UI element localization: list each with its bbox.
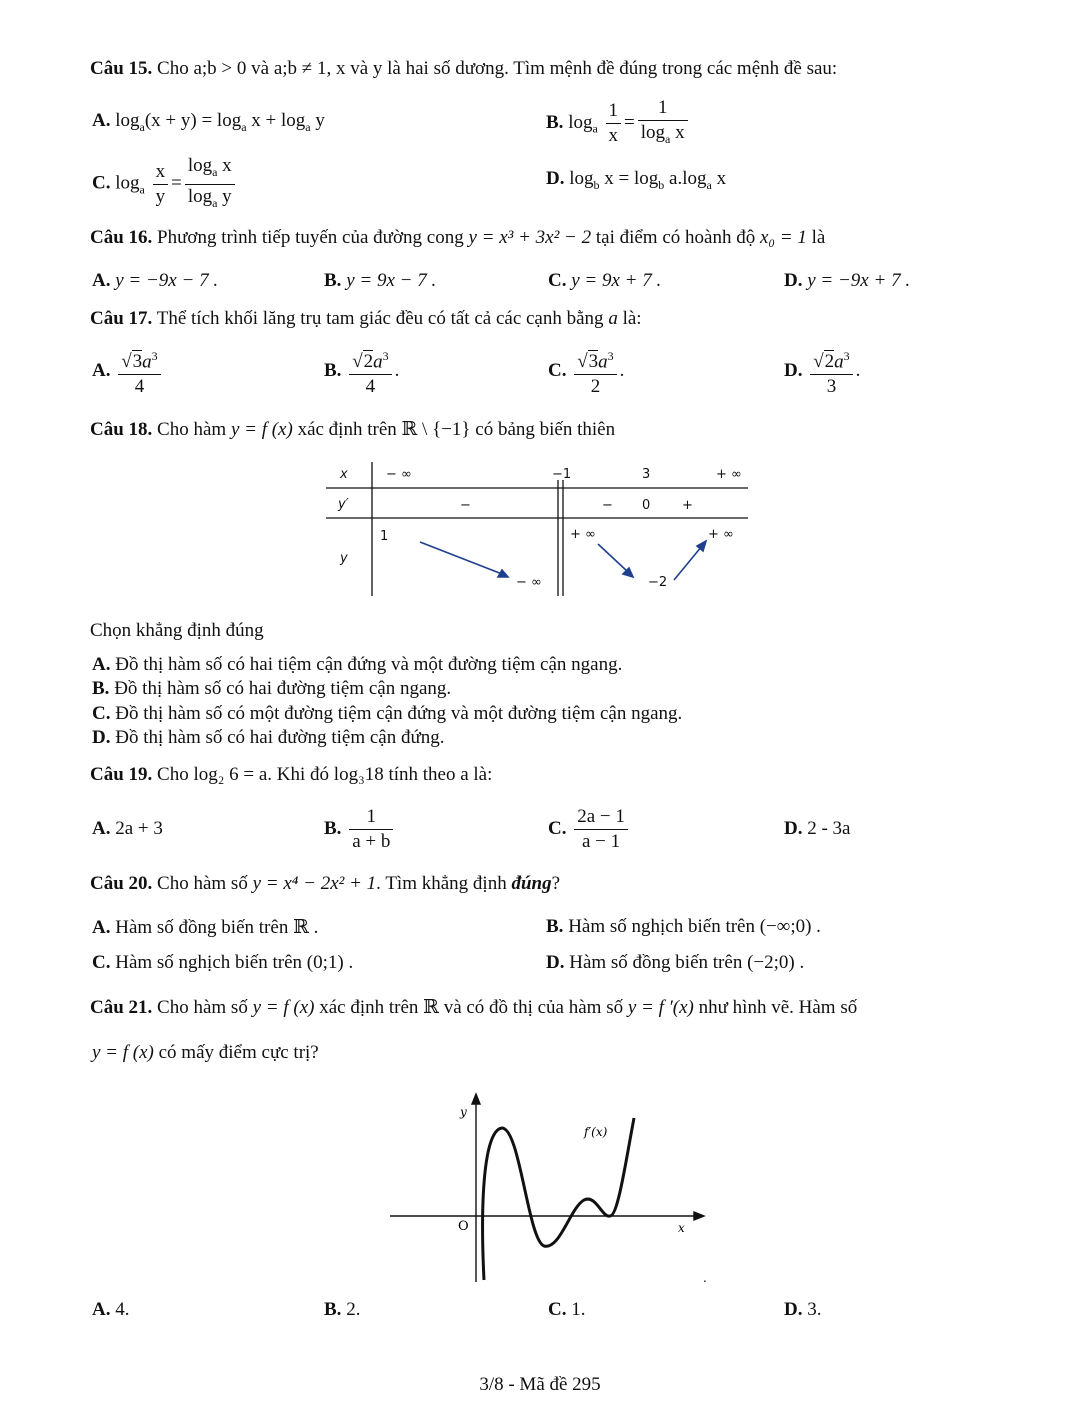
log-base: a bbox=[241, 119, 247, 134]
q21-derivative: y = f ′(x) bbox=[627, 997, 694, 1018]
expr-text: x bbox=[217, 155, 232, 176]
graph-dot: . bbox=[703, 1271, 707, 1285]
option-text: Hàm số đồng biến trên ℝ . bbox=[115, 917, 319, 938]
option-label: B. bbox=[92, 678, 110, 699]
option-value: y = 9x + 7 . bbox=[571, 270, 662, 291]
option-label: A. bbox=[92, 917, 111, 938]
fraction bbox=[574, 344, 616, 399]
page-footer: 3/8 - Mã đề 295 bbox=[479, 1374, 601, 1395]
fraction bbox=[118, 344, 160, 399]
log-base: a bbox=[212, 195, 218, 210]
sqrt-sign: √3 bbox=[121, 351, 143, 373]
denominator: x bbox=[608, 124, 619, 146]
y-value: − ∞ bbox=[516, 575, 542, 590]
radicand: 3 bbox=[588, 351, 599, 373]
q20-option-c[interactable] bbox=[92, 952, 353, 974]
q21-func: y = f (x) bbox=[92, 1042, 154, 1063]
q16-option-b[interactable] bbox=[324, 270, 436, 292]
q21-text: Cho hàm số bbox=[157, 997, 248, 1018]
option-value: 3. bbox=[807, 1299, 822, 1320]
option-label: B. bbox=[324, 817, 342, 839]
q18-text: Cho hàm bbox=[157, 419, 227, 440]
table-y-label: y bbox=[340, 551, 348, 566]
q19-option-b[interactable] bbox=[324, 805, 396, 854]
log-text: log bbox=[115, 172, 140, 194]
q21-option-a[interactable] bbox=[92, 1299, 129, 1321]
exponent: 3 bbox=[607, 349, 614, 363]
arrow-down bbox=[598, 544, 628, 572]
expr-text: x bbox=[711, 168, 727, 189]
denominator: 2 bbox=[590, 376, 601, 398]
fraction bbox=[349, 344, 391, 399]
denominator: y bbox=[155, 185, 166, 207]
numerator: x bbox=[153, 160, 169, 185]
numerator bbox=[810, 344, 852, 375]
option-label: D. bbox=[784, 270, 803, 291]
log-base: a bbox=[139, 182, 145, 197]
log-text: log bbox=[115, 110, 140, 131]
q16-option-c[interactable] bbox=[548, 270, 661, 292]
numerator bbox=[574, 344, 616, 375]
option-label: B. bbox=[324, 270, 342, 291]
option-label: C. bbox=[92, 703, 111, 724]
q20-text: ? bbox=[551, 873, 561, 894]
option-label: B. bbox=[324, 1299, 342, 1320]
q20-stem bbox=[90, 873, 560, 895]
equals: = bbox=[171, 172, 182, 194]
radicand: 2 bbox=[824, 351, 835, 373]
q16-text: là bbox=[811, 227, 826, 248]
exponent: 3 bbox=[843, 349, 850, 363]
q21-option-d[interactable] bbox=[784, 1299, 821, 1321]
q20-emphasis: đúng bbox=[511, 873, 552, 894]
denominator: 4 bbox=[365, 376, 376, 398]
y-value: + ∞ bbox=[708, 527, 734, 542]
option-label: D. bbox=[784, 1299, 803, 1320]
q16-stem bbox=[90, 227, 825, 249]
q19-stem bbox=[90, 764, 492, 786]
variable: a bbox=[834, 351, 844, 373]
table-yp-label: y′ bbox=[338, 497, 349, 512]
option-text: Hàm số nghịch biến trên (0;1) . bbox=[115, 952, 354, 973]
option-value: y = −9x + 7 . bbox=[807, 270, 911, 291]
x-axis-arrow bbox=[694, 1212, 704, 1220]
option-label: A. bbox=[92, 818, 111, 839]
q21-stem-line2 bbox=[92, 1042, 319, 1064]
log-text: log bbox=[569, 168, 594, 189]
denominator: 3 bbox=[826, 376, 837, 398]
denominator: a + b bbox=[352, 831, 391, 852]
q18-func: y = f (x) bbox=[230, 419, 293, 440]
graph-curve-label: f′(x) bbox=[584, 1125, 608, 1139]
q18-option-d[interactable] bbox=[92, 727, 445, 749]
log-base: b bbox=[593, 177, 600, 192]
option-value: 4. bbox=[115, 1299, 130, 1320]
q15-option-d[interactable] bbox=[546, 168, 726, 193]
q20-text: . Tìm khẳng định bbox=[376, 873, 507, 894]
q15-option-c[interactable] bbox=[92, 154, 238, 215]
log-base: a bbox=[592, 121, 598, 136]
q18-option-a[interactable] bbox=[92, 654, 622, 676]
q20-option-d[interactable] bbox=[546, 952, 804, 974]
option-text: Hàm số nghịch biến trên (−∞;0) . bbox=[568, 916, 821, 937]
option-label: A. bbox=[92, 270, 111, 291]
q20-text: Cho hàm số bbox=[157, 873, 248, 894]
denominator bbox=[185, 185, 235, 215]
option-text: Đồ thị hàm số có hai tiệm cận đứng và một đường tiệm cận ngang. bbox=[115, 654, 623, 675]
q18-stem bbox=[90, 418, 615, 441]
q21-text: như hình vẽ. Hàm số bbox=[698, 997, 858, 1018]
sign-value: − bbox=[460, 498, 471, 513]
x-value: 3 bbox=[642, 467, 651, 482]
graph-x-label: x bbox=[678, 1221, 685, 1235]
option-label: B. bbox=[324, 360, 342, 382]
q21-domain: ℝ bbox=[423, 997, 439, 1018]
q16-text: tại điểm có hoành độ bbox=[595, 227, 756, 248]
option-label: A. bbox=[92, 110, 111, 131]
option-label: C. bbox=[548, 817, 567, 839]
q19-option-d[interactable] bbox=[784, 818, 851, 840]
fraction bbox=[185, 154, 235, 215]
q20-func: y = x⁴ − 2x² + 1 bbox=[252, 873, 377, 894]
fraction bbox=[606, 99, 622, 148]
numerator bbox=[118, 344, 160, 375]
q15-stem bbox=[90, 58, 837, 80]
numerator bbox=[185, 154, 235, 185]
q16-curve: y = x³ + 3x² − 2 bbox=[468, 227, 592, 248]
derivative-graph bbox=[380, 1090, 720, 1290]
q19-text: Cho bbox=[157, 764, 189, 785]
y-value: 1 bbox=[380, 529, 389, 544]
expr-text: y bbox=[310, 110, 325, 131]
q16-text: Phương trình tiếp tuyến của đường cong bbox=[157, 227, 464, 248]
arrow-head bbox=[498, 570, 508, 577]
option-label: A. bbox=[92, 654, 111, 675]
q17-option-b[interactable] bbox=[324, 344, 399, 399]
q15-option-b[interactable] bbox=[546, 96, 691, 151]
option-value: 2. bbox=[346, 1299, 361, 1320]
q17-stem bbox=[90, 308, 642, 330]
option-label: D. bbox=[784, 818, 803, 839]
q20-option-b[interactable] bbox=[546, 916, 821, 938]
numerator bbox=[349, 344, 391, 375]
option-text: Đồ thị hàm số có một đường tiệm cận đứng và một đường tiệm cận ngang. bbox=[115, 703, 683, 724]
expr-text: x + log bbox=[246, 110, 306, 131]
q16-option-a[interactable] bbox=[92, 270, 218, 292]
option-label: D. bbox=[546, 952, 565, 973]
fraction bbox=[638, 96, 688, 151]
arrow-down bbox=[420, 542, 502, 574]
q17-text: Thể tích khối lăng trụ tam giác đều có tất cả các cạnh bằng bbox=[156, 308, 604, 329]
expr-text: x = log bbox=[599, 168, 659, 189]
log-base: b bbox=[658, 177, 665, 192]
denominator bbox=[638, 121, 688, 151]
variable: a bbox=[598, 351, 608, 373]
option-value: y = 9x − 7 . bbox=[346, 270, 437, 291]
arrow-up bbox=[674, 546, 702, 580]
option-label: C. bbox=[548, 360, 567, 382]
option-label: A. bbox=[92, 1299, 111, 1320]
variable: a bbox=[142, 351, 152, 373]
x-value: + ∞ bbox=[716, 467, 742, 482]
option-label: A. bbox=[92, 360, 111, 382]
log-text: log bbox=[640, 122, 666, 143]
option-value: 2 - 3a bbox=[807, 818, 851, 839]
numerator: 1 bbox=[349, 805, 393, 830]
log-text: log bbox=[568, 111, 593, 133]
q17-option-a[interactable] bbox=[92, 344, 164, 399]
table-x-label: x bbox=[340, 467, 348, 482]
q18-option-b[interactable] bbox=[92, 678, 451, 700]
option-label: C. bbox=[92, 952, 111, 973]
option-value: y = −9x − 7 . bbox=[115, 270, 219, 291]
option-text: Đồ thị hàm số có hai đường tiệm cận đứng. bbox=[115, 727, 445, 748]
option-label: C. bbox=[92, 172, 111, 194]
variation-table bbox=[326, 458, 752, 600]
q17-option-d[interactable] bbox=[784, 344, 860, 399]
log-text: log bbox=[187, 185, 213, 207]
tail: . bbox=[394, 360, 400, 382]
option-label: D. bbox=[784, 360, 803, 382]
q20-number: Câu 20. bbox=[90, 873, 153, 894]
q15-option-a[interactable] bbox=[92, 110, 325, 135]
sign-value: + bbox=[682, 498, 693, 513]
q17-number: Câu 17. bbox=[90, 308, 153, 329]
q20-option-a[interactable] bbox=[92, 916, 318, 939]
log-base: a bbox=[305, 119, 311, 134]
y-value: −2 bbox=[648, 575, 668, 590]
sqrt-sign: √2 bbox=[813, 351, 835, 373]
fraction bbox=[153, 160, 169, 209]
q21-option-b[interactable] bbox=[324, 1299, 360, 1321]
numerator: 2a − 1 bbox=[574, 805, 628, 830]
q21-stem-line1 bbox=[90, 996, 857, 1019]
option-label: B. bbox=[546, 111, 564, 133]
tail: . bbox=[619, 360, 625, 382]
expr-text: a.log bbox=[664, 168, 707, 189]
q21-text: và có đồ thị của hàm số bbox=[443, 997, 624, 1018]
radicand: 2 bbox=[363, 351, 374, 373]
graph-y-label: y bbox=[460, 1105, 467, 1119]
q15-number: Câu 15. bbox=[90, 58, 153, 79]
log-base: a bbox=[665, 131, 671, 146]
denominator: 4 bbox=[134, 376, 145, 398]
q16-option-d[interactable] bbox=[784, 270, 910, 292]
numerator: 1 bbox=[606, 99, 622, 124]
option-label: C. bbox=[548, 270, 567, 291]
sign-value: 0 bbox=[642, 498, 651, 513]
q15-text: Cho a;b > 0 và a;b ≠ 1, x và y là hai số dương. Tìm mệnh đề đúng trong các mệnh đề sau: bbox=[157, 58, 838, 79]
option-value: 2a + 3 bbox=[115, 818, 163, 839]
q18-domain: ℝ \ {−1} bbox=[401, 419, 471, 440]
q18-text: xác định trên bbox=[297, 419, 397, 440]
numerator: 1 bbox=[638, 96, 688, 121]
log-text: log bbox=[187, 155, 213, 176]
q18-prompt: Chọn khẳng định đúng bbox=[90, 620, 264, 641]
q21-text: xác định trên bbox=[319, 997, 419, 1018]
expr-text: (x + y) = log bbox=[144, 110, 242, 131]
q16-x0: x₀ = 1 bbox=[759, 227, 807, 248]
fraction bbox=[574, 805, 628, 854]
q21-text: có mấy điểm cực trị? bbox=[158, 1042, 319, 1063]
fraction bbox=[810, 344, 852, 399]
expr-text: y bbox=[217, 185, 232, 207]
q19-number: Câu 19. bbox=[90, 764, 153, 785]
graph-origin-label: O bbox=[458, 1219, 469, 1234]
q21-option-c[interactable] bbox=[548, 1299, 585, 1321]
sign-value: − bbox=[602, 498, 613, 513]
q18-number: Câu 18. bbox=[90, 419, 153, 440]
q19-text: . Khi đó log₃18 tính theo a là: bbox=[267, 764, 493, 785]
x-value: −1 bbox=[552, 467, 572, 482]
f-prime-curve bbox=[483, 1118, 634, 1280]
log-base: a bbox=[706, 177, 712, 192]
x-value: − ∞ bbox=[386, 467, 412, 482]
option-label: B. bbox=[546, 916, 564, 937]
radicand: 3 bbox=[132, 351, 143, 373]
q17-var: a bbox=[608, 308, 618, 329]
y-axis-arrow bbox=[472, 1094, 480, 1104]
tail: . bbox=[855, 360, 861, 382]
q18-text: có bảng biến thiên bbox=[475, 419, 616, 440]
q19-option-c[interactable] bbox=[548, 805, 631, 854]
q18-option-c[interactable] bbox=[92, 703, 682, 725]
y-value: + ∞ bbox=[570, 527, 596, 542]
q19-option-a[interactable] bbox=[92, 818, 163, 840]
option-label: D. bbox=[546, 168, 565, 189]
sqrt-sign: √3 bbox=[577, 351, 599, 373]
option-text: Hàm số đồng biến trên (−2;0) . bbox=[569, 952, 805, 973]
equals: = bbox=[624, 111, 635, 133]
q17-text: là: bbox=[622, 308, 642, 329]
expr-text: x bbox=[670, 122, 685, 143]
log-base: a bbox=[212, 164, 218, 179]
option-label: D. bbox=[92, 727, 111, 748]
exponent: 3 bbox=[382, 349, 389, 363]
exponent: 3 bbox=[151, 349, 158, 363]
option-text: Đồ thị hàm số có hai đường tiệm cận ngang. bbox=[114, 678, 452, 699]
denominator: a − 1 bbox=[581, 831, 621, 852]
q17-option-c[interactable] bbox=[548, 344, 624, 399]
q16-number: Câu 16. bbox=[90, 227, 153, 248]
q21-func: y = f (x) bbox=[252, 997, 315, 1018]
sqrt-sign: √2 bbox=[352, 351, 374, 373]
log-base: a bbox=[139, 119, 145, 134]
option-label: C. bbox=[548, 1299, 567, 1320]
q21-number: Câu 21. bbox=[90, 997, 153, 1018]
fraction bbox=[349, 805, 393, 854]
variable: a bbox=[373, 351, 383, 373]
option-value: 1. bbox=[571, 1299, 586, 1320]
q19-given: log₂ 6 = a bbox=[193, 764, 268, 785]
